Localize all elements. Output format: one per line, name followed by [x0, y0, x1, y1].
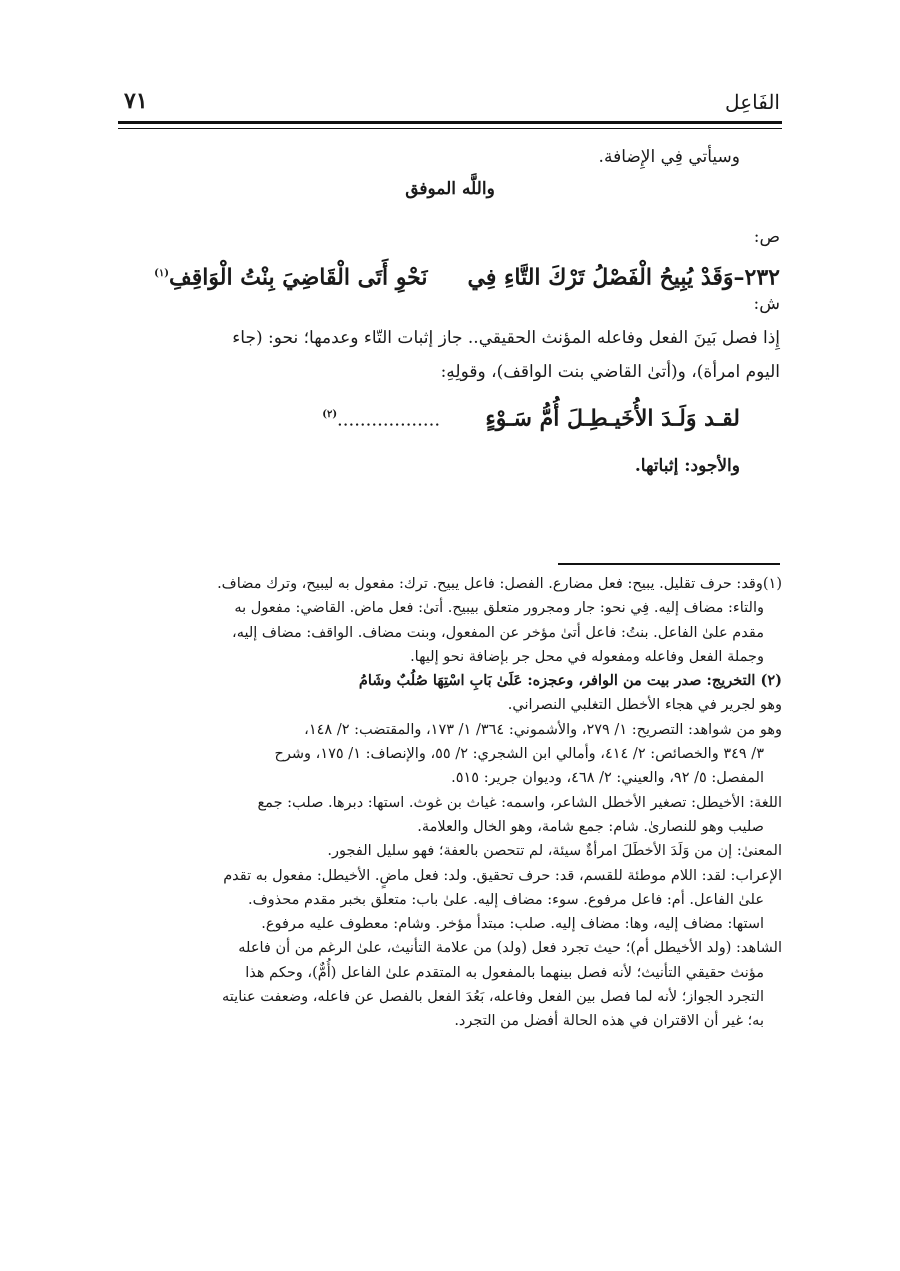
shin-label: ش: — [753, 294, 780, 315]
poem-dots: .................. — [337, 409, 441, 431]
footnote-line: (٢) التخريج: صدر بيت من الوافر، وعجزه: عَلَىٰ بَابِ اسْتِهَا صُلُبٌ وشَامُ — [358, 672, 782, 690]
verse-second-half: نَحْوِ أَتَى الْقَاضِيَ بِنْتُ الْوَاقِفِ — [169, 264, 428, 291]
footnote-line: المفصل: ٥/ ٩٢، والعيني: ٢/ ٤٦٨، وديوان جرير: ٥١٥. — [451, 770, 764, 787]
chapter-title: الفَاعِل — [725, 90, 780, 114]
closing-phrase: واللَّه الموفق — [405, 179, 495, 199]
header-rule-thin — [118, 128, 782, 129]
footnote-line: التجرد الجواز؛ لأنه لما فصل بين الفعل وفاعله، بَعُدَ الفعل بالفصل عن فاعله، وضعفت عنايته — [222, 989, 764, 1006]
text-line: والأجود: إثباتها. — [634, 455, 740, 476]
text-line: إِذا فصل بَينَ الفعل وفاعله المؤنث الحقيقي.. جاز إثبات التّاء وعدمها؛ نحو: (جاء — [232, 328, 780, 349]
verse-first-half: ٢٣٢–وَقَدْ يُبِيحُ الْفَصْلُ تَرْكَ التَّاءِ فِي — [467, 264, 780, 291]
poem-line — [120, 393, 780, 442]
page-header — [120, 86, 780, 122]
footnote-line: المعنىٰ: إن من وَلَدَ الأخطَلَ امرأةٌ سيئة، لم تتحصن بالعفة؛ فهو سليل الفجور. — [327, 843, 782, 860]
footnote-line: علىٰ الفاعل. أم: فاعل مرفوع. سوء: مضاف إليه. علىٰ باب: متعلق بخبر مقدم محذوف. — [248, 891, 764, 908]
footnotes — [118, 572, 782, 1034]
header-rule-thick — [118, 121, 782, 124]
footnote-ref-1: (١) — [154, 268, 169, 279]
alfiyya-verse — [120, 252, 780, 299]
footnote-line: الشاهد: (ولد الأخيطل أم)؛ حيث تجرد فعل (ولد) من علامة التأنيث، علىٰ الرغم من أن فاعله — [238, 940, 782, 957]
footnote-line: وهو لجرير في هجاء الأخطل التغلبي النصراني. — [507, 697, 782, 714]
footnote-line: به؛ غير أن الاقتران في هذه الحالة أفضل من التجرد. — [454, 1013, 764, 1030]
footnote-line: والتاء: مضاف إليه. فِي نحو: جار ومجرور متعلق بيبيح. أتىٰ: فعل ماض. القاضي: مفعول به — [234, 600, 764, 617]
page-number: ٧١ — [124, 88, 148, 114]
footnote-ref-2: (٢) — [322, 409, 338, 421]
footnote-line: صليب وهو للنصارىٰ. شام: جمع شامة، وهو الخال والعلامة. — [417, 818, 764, 835]
footnote-line: ٣/ ٣٤٩ والخصائص: ٢/ ٤١٤، وأمالي ابن الشجري: ٢/ ٥٥، والإنصاف: ١/ ١٧٥، وشرح — [274, 746, 764, 763]
footnote-line: مؤنث حقيقي التأنيث؛ لأنه فصل بينهما بالمفعول به المتقدم علىٰ الفاعل (أُمٌّ)، وحكم هذا — [245, 964, 764, 981]
footnote-line: وجملة الفعل وفاعله ومفعوله في محل جر بإضافة نحو إليها. — [410, 648, 764, 665]
footnote-line: مقدم علىٰ الفاعل. بنتُ: فاعل أتىٰ مؤخر عن المفعول، وبنت مضاف. الواقف: مضاف إليه، — [232, 624, 764, 641]
poem-text: لقـد وَلَـدَ الأُخَيـطِـلَ أُمُّ سَـوْءٍ — [485, 405, 740, 432]
footnote-line: اللغة: الأخيطل: تصغير الأخطل الشاعر، واسمه: غياث بن غوث. استها: دبرها. صلب: جمع — [257, 794, 782, 811]
footnote-separator — [558, 563, 780, 565]
text-line: وسيأتي فِي الإِضافة. — [598, 147, 740, 167]
footnote-line: استها: مضاف إليه، وها: مضاف إليه. صلب: مبتدأ مؤخر. وشام: معطوف عليه مرفوع. — [261, 916, 764, 933]
footnote-line: الإعراب: لقد: اللام موطئة للقسم، قد: حرف تحقيق. ولد: فعل ماضٍ. الأخيطل: مفعول به تقدم — [223, 867, 782, 884]
text-line: اليوم امرأة)، و(أتىٰ القاضي بنت الواقف)، وقولِهِ: — [440, 362, 780, 383]
sad-label: ص: — [753, 227, 780, 247]
main-text — [120, 140, 780, 481]
footnote-line: وهو من شواهد: التصريح: ١/ ٢٧٩، والأشموني: ٣٦٤/ ١/ ١٧٣، والمقتضب: ٢/ ١٤٨، — [304, 721, 782, 738]
footnote-line: (١)وقد: حرف تقليل. يبيح: فعل مضارع. الفصل: فاعل يبيح. ترك: مفعول به ليبيح، وترك مضاف. — [217, 576, 782, 592]
